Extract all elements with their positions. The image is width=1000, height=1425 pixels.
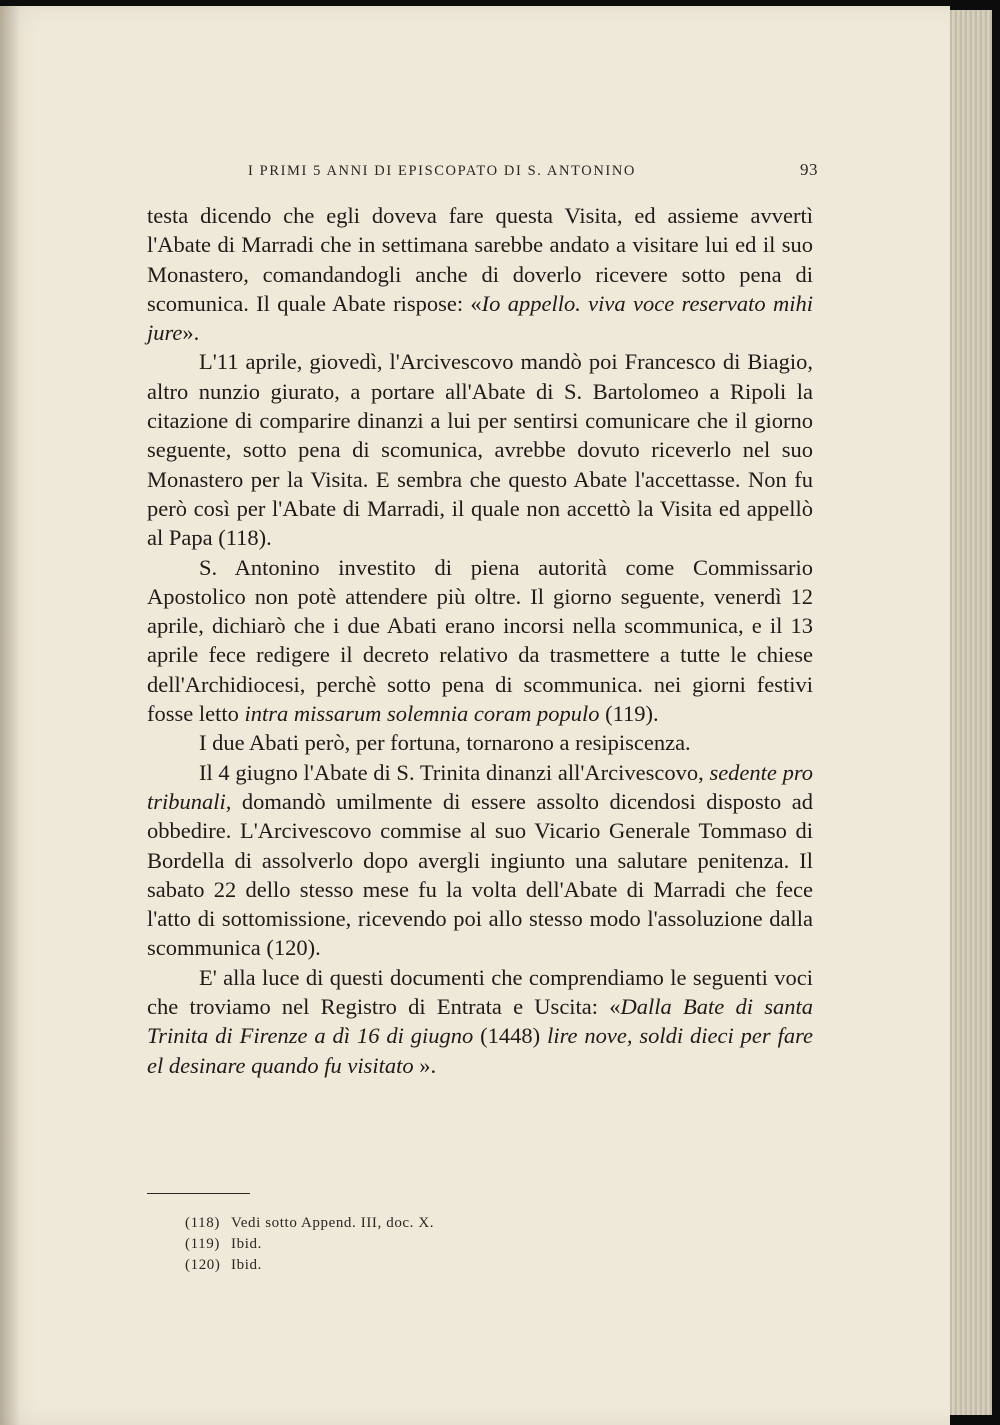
gutter-shadow: [0, 6, 20, 1425]
paragraph-6-quote-1: Dalla Bate di santa Trinita di Firenze a dì 16 di giugno: [147, 994, 813, 1049]
paragraph-4: I due Abati però, per fortuna, tornarono a resipiscenza.: [199, 730, 691, 756]
footnote-number: (118): [185, 1215, 220, 1231]
paragraph-3-latin: intra missarum solemnia coram populo: [244, 701, 600, 727]
paragraph-6: [147, 963, 813, 1080]
footnote-number: (119): [185, 1236, 220, 1252]
paragraph-6-close: ».: [413, 1052, 437, 1078]
paragraph-5: [147, 758, 813, 963]
paragraph-3-text: S. Antonino investito di piena autorità come Commissario Apostolico non potè attendere più oltre. Il giorno seguente, venerdì 12 aprile, dichiarò che i due Abati erano incorsi nella scommunica, e il 13 aprile fece redigere il decreto relativo da trasmettere a tutte le chiese dell'Archidiocesi, perchè sotto pena di scommunica. nei giorni festivi fosse letto: [147, 554, 813, 727]
footnotes: [185, 1213, 685, 1276]
footnote-number: (120): [185, 1257, 221, 1273]
footnote-120: [185, 1255, 685, 1276]
paragraph-6-text: E' alla luce di questi documenti che comprendiamo le seguenti voci che troviamo nel Registro di Entrata e Uscita: «: [147, 964, 813, 1020]
paragraph-5-text: Il 4 giugno l'Abate di S. Trinita dinanzi all'Arcivescovo,: [199, 759, 710, 785]
body-text: [147, 201, 813, 1080]
paragraph-3-close: (119).: [599, 701, 659, 727]
paragraph-2: L'11 aprile, giovedì, l'Arcivescovo mandò poi Francesco di Biagio, altro nunzio giurato, a portare all'Abate di S. Bartolomeo a Ripoli la citazione di comparire dinanzi a lui per sentirsi comunicare che il giorno seguente, sotto pena di scomunica, avrebbe dovuto riceverlo nel suo Monastero per la Visita. E sembra che questo Abate l'accettasse. Non fu però così per l'Abate di Marradi, il quale non accettò la Visita ed appellò al Papa (118).: [147, 349, 813, 551]
page-edges: [948, 10, 992, 1415]
paragraph-1-text: testa dicendo che egli doveva fare questa Visita, ed assieme avvertì l'Abate di Marradi che in settimana sarebbe andato a visitare lui ed il suo Monastero, comandandogli anche di doverlo ricevere sotto pena di scomunica. Il quale Abate rispose: «: [147, 203, 813, 316]
paragraph-1-close: ».: [182, 320, 200, 346]
footnote-119: [185, 1234, 685, 1255]
running-head: [248, 160, 818, 187]
paragraph-1-quote: Io appello. viva voce reservato mihi jure: [147, 290, 813, 346]
footnote-text: Vedi sotto Append. III, doc. X.: [231, 1215, 435, 1231]
footnote-text: Ibid.: [231, 1236, 262, 1252]
paragraph-6-year: (1448): [473, 1023, 548, 1049]
footnote-text: Ibid.: [231, 1257, 262, 1273]
paragraph-5-rest: domandò umilmente di essere assolto dicendosi disposto ad obbedire. L'Arcivescovo commise al suo Vicario Generale Tommaso di Bordella di assolverlo dopo avergli ingiunto una salutare penitenza. Il sabato 22 dello stesso mese fu la volta dell'Abate di Marradi che fece l'atto di sottomissione, ricevendo poi allo stesso modo l'assoluzione dalla scommunica (120).: [147, 788, 813, 961]
paragraph-5-latin: sedente pro tribunali,: [147, 759, 814, 814]
footnote-rule: [147, 1193, 250, 1194]
paragraph-1: [147, 201, 813, 347]
paragraph-6-quote-2: lire nove, soldi dieci per fare el desinare quando fu visitato: [147, 1023, 813, 1078]
running-head-title: I PRIMI 5 ANNI DI EPISCOPATO DI S. ANTONINO: [248, 163, 636, 179]
footnote-118: [185, 1213, 685, 1234]
paragraph-3: [147, 553, 813, 729]
page-number: 93: [800, 160, 818, 179]
